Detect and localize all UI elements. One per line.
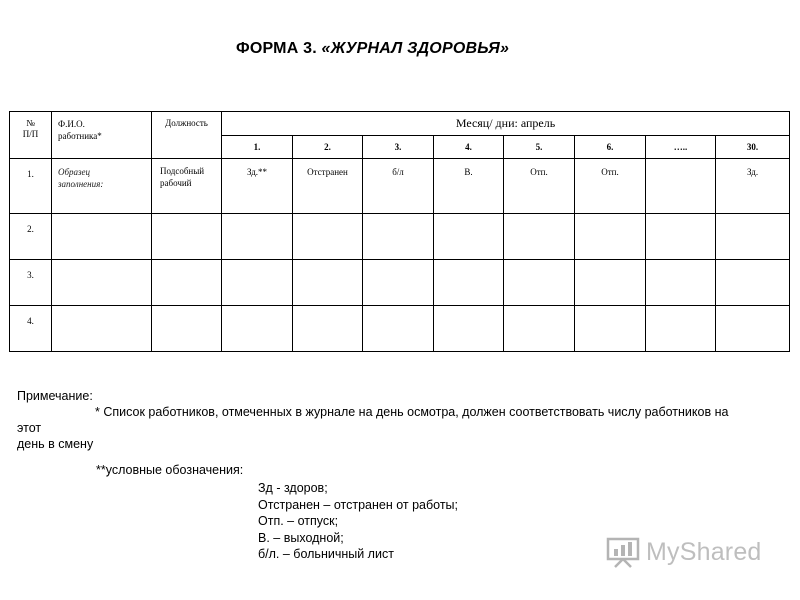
row-number: 2. — [10, 214, 52, 260]
sample-label-line1: Образец — [58, 167, 91, 177]
watermark-text: MyShared — [646, 537, 762, 566]
form-title-name: «ЖУРНАЛ ЗДОРОВЬЯ» — [321, 40, 510, 57]
day-status-cell[interactable] — [293, 260, 363, 306]
table-row — [10, 260, 790, 306]
day-status-cell[interactable] — [646, 214, 716, 260]
day-status-cell[interactable] — [222, 306, 293, 352]
header-row — [10, 112, 790, 136]
footnote-label: Примечание: — [17, 389, 93, 403]
day-cell: 30. — [716, 136, 790, 159]
header-number-symbol: № — [26, 118, 35, 128]
day-cell: ….. — [646, 136, 716, 159]
day-status-cell[interactable] — [293, 214, 363, 260]
day-status-cell[interactable] — [575, 306, 646, 352]
day-status-cell[interactable] — [716, 214, 790, 260]
day-status-cell — [646, 159, 716, 214]
position-cell[interactable] — [152, 306, 222, 352]
header-name-cell — [52, 112, 152, 159]
day-status-cell[interactable] — [575, 214, 646, 260]
day-status-cell[interactable] — [293, 306, 363, 352]
day-status-cell: б/л — [363, 159, 434, 214]
presentation-board-icon — [606, 536, 640, 568]
position-line2: рабочий — [160, 178, 192, 188]
footnote-block — [17, 388, 787, 452]
day-status-cell[interactable] — [575, 260, 646, 306]
day-status-cell[interactable] — [363, 260, 434, 306]
legend-item: б/л. – больничный лист — [258, 547, 394, 561]
watermark-logo — [606, 536, 762, 568]
legend-item: В. – выходной; — [258, 530, 344, 545]
legend-title: **условные обозначения: — [96, 463, 244, 477]
day-status-cell[interactable] — [434, 260, 504, 306]
sample-label-line2: заполнения: — [58, 179, 104, 189]
day-status-cell[interactable] — [222, 260, 293, 306]
day-status-cell[interactable] — [716, 306, 790, 352]
day-status-cell[interactable] — [504, 306, 575, 352]
day-status-cell: Зд. — [716, 159, 790, 214]
header-month-cell: Месяц/ дни: апрель — [222, 112, 790, 136]
day-cell: 1. — [222, 136, 293, 159]
footnote-text-cont2: день в смену — [17, 437, 94, 451]
table-row — [10, 306, 790, 352]
day-status-cell: Отстранен — [293, 159, 363, 214]
day-status-cell[interactable] — [646, 260, 716, 306]
header-position-cell: Должность — [152, 112, 222, 159]
day-cell: 3. — [363, 136, 434, 159]
health-journal-table — [9, 111, 790, 352]
day-cell: 6. — [575, 136, 646, 159]
day-status-cell: Отп. — [575, 159, 646, 214]
day-status-cell: В. — [434, 159, 504, 214]
row-number: 4. — [10, 306, 52, 352]
row-number: 3. — [10, 260, 52, 306]
day-status-cell: Зд.** — [222, 159, 293, 214]
table-row — [10, 214, 790, 260]
day-cell: 2. — [293, 136, 363, 159]
footnote-text-cont: этот — [17, 421, 42, 435]
legend-item: Отп. – отпуск; — [258, 514, 339, 528]
day-status-cell[interactable] — [716, 260, 790, 306]
name-cell[interactable] — [52, 214, 152, 260]
legend-list — [258, 480, 458, 563]
name-cell[interactable] — [52, 306, 152, 352]
day-status-cell[interactable] — [363, 306, 434, 352]
position-cell — [152, 159, 222, 214]
position-cell[interactable] — [152, 260, 222, 306]
position-cell[interactable] — [152, 214, 222, 260]
day-status-cell[interactable] — [504, 214, 575, 260]
day-status-cell[interactable] — [504, 260, 575, 306]
day-status-cell[interactable] — [363, 214, 434, 260]
footnote-text: * Список работников, отмеченных в журнале на день осмотра, должен соответствовать числу работников на — [95, 405, 729, 419]
legend-item: Отстранен – отстранен от работы; — [258, 497, 459, 512]
form-title — [236, 40, 509, 58]
name-cell[interactable] — [52, 260, 152, 306]
table-row — [10, 159, 790, 214]
row-number: 1. — [10, 159, 52, 214]
day-status-cell[interactable] — [222, 214, 293, 260]
position-line1: Подсобный — [160, 166, 205, 176]
day-status-cell[interactable] — [646, 306, 716, 352]
legend-item: Зд - здоров; — [258, 481, 328, 495]
header-name-line2: работника* — [58, 131, 102, 141]
header-number-cell — [10, 112, 52, 159]
header-number-label: П/П — [22, 129, 39, 139]
day-status-cell[interactable] — [434, 214, 504, 260]
day-cell: 4. — [434, 136, 504, 159]
sample-name-cell — [52, 159, 152, 214]
day-status-cell: Отп. — [504, 159, 575, 214]
header-name-line1: Ф.И.О. — [58, 119, 85, 129]
day-status-cell[interactable] — [434, 306, 504, 352]
day-cell: 5. — [504, 136, 575, 159]
form-title-prefix: ФОРМА 3. — [236, 40, 322, 57]
